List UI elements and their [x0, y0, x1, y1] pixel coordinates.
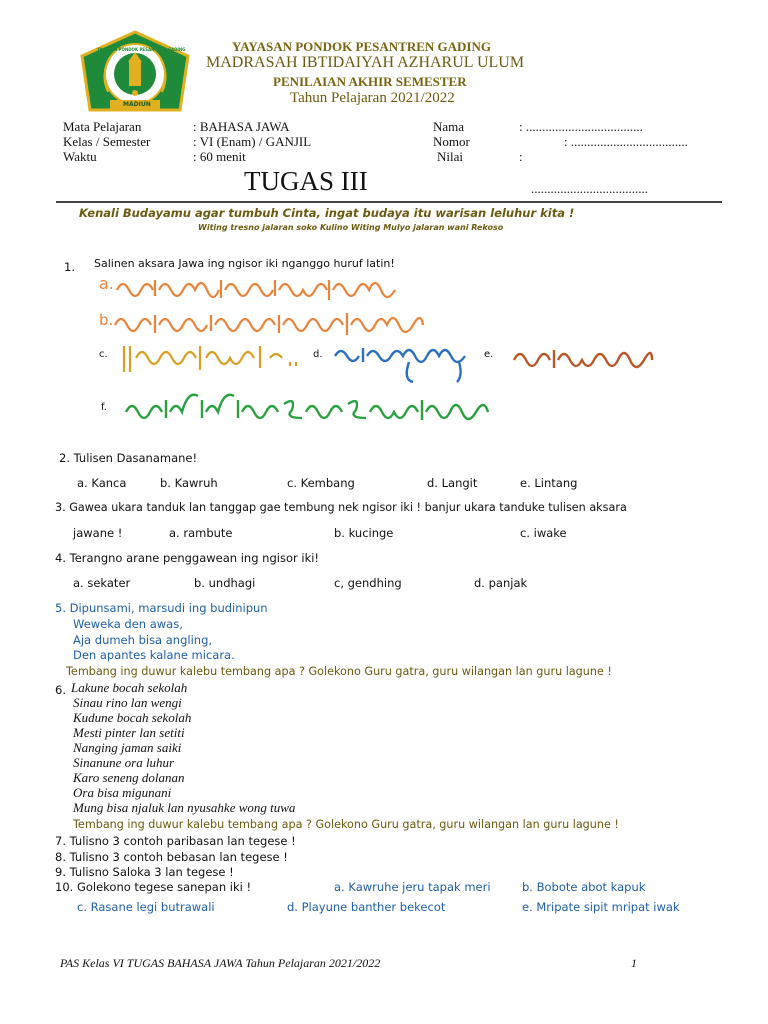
- q4-option-d: d. panjak: [474, 576, 528, 590]
- time-label: Waktu: [63, 149, 97, 164]
- q3-text: 3. Gawea ukara tanduk lan tanggap gae tembung nek ngisor iki ! banjur ukara tanduke tulisen aksara: [55, 501, 627, 514]
- q6-line-6: Sinanune ora luhur: [73, 755, 175, 770]
- footer-text: PAS Kelas VI TUGAS BAHASA JAWA Tahun Pelajaran 2021/2022: [60, 956, 381, 970]
- subject-value: : BAHASA JAWA: [193, 119, 290, 134]
- q10-option-c: c. Rasane legi butrawali: [77, 900, 215, 914]
- name-field[interactable]: : ....................................: [519, 119, 643, 134]
- q4-option-a: a. sekater: [73, 576, 131, 590]
- q5-line-4: Den apantes kalane micara.: [73, 648, 235, 662]
- q5-line-1: 5. Dipunsami, marsudi ing budinipun: [55, 601, 268, 615]
- q3-option-b: b. kucinge: [334, 526, 394, 540]
- exam-name: PENILAIAN AKHIR SEMESTER: [273, 74, 467, 89]
- javanese-script-c: [120, 340, 300, 374]
- q2-option-d: d. Langit: [427, 476, 478, 490]
- score-field[interactable]: ....................................: [531, 181, 648, 196]
- score-label: Nilai: [437, 149, 463, 164]
- header-divider: [56, 201, 722, 203]
- page-number: 1: [631, 956, 637, 970]
- javanese-script-d: [333, 340, 473, 386]
- q2-option-c: c. Kembang: [287, 476, 355, 490]
- q3-option-c: c. iwake: [520, 526, 567, 540]
- q2-option-b: b. Kawruh: [160, 476, 218, 490]
- school-logo: [80, 30, 190, 116]
- q4-option-b: b. undhagi: [194, 576, 256, 590]
- q9-text: 9. Tulisno Saloka 3 lan tegese !: [55, 865, 234, 879]
- q10-option-b: b. Bobote abot kapuk: [522, 880, 646, 894]
- q10-option-a: a. Kawruhe jeru tapak meri: [334, 880, 491, 894]
- q1-f-label: f.: [101, 402, 107, 413]
- q10-option-d: d. Playune banther bekecot: [287, 900, 446, 914]
- school-year: Tahun Pelajaran 2021/2022: [290, 90, 455, 106]
- q2-option-a: a. Kanca: [77, 476, 127, 490]
- class-label: Kelas / Semester: [63, 134, 151, 149]
- q3-text-cont: jawane !: [73, 526, 123, 540]
- name-label: Nama: [433, 119, 465, 134]
- q7-text: 7. Tulisno 3 contoh paribasan lan tegese !: [55, 834, 296, 848]
- q1-a-label: a.: [99, 274, 114, 293]
- q6-line-3: Kudune bocah sekolah: [73, 710, 192, 725]
- javanese-script-b: [113, 307, 425, 341]
- q2-text: 2. Tulisen Dasanamane!: [59, 451, 198, 465]
- q6-line-5: Nanging jaman saiki: [73, 740, 182, 755]
- submotto: Witing tresno jalaran soko Kulino Witing Mulyo jalaran wani Rekoso: [198, 223, 504, 232]
- q6-number: 6.: [55, 683, 66, 697]
- time-value: : 60 menit: [193, 149, 246, 164]
- page-title: TUGAS III: [244, 166, 368, 196]
- class-value: : VI (Enam) / GANJIL: [193, 134, 312, 149]
- foundation-name: YAYASAN PONDOK PESANTREN GADING: [232, 39, 491, 54]
- q3-option-a: a. rambute: [169, 526, 233, 540]
- q6-line-8: Ora bisa migunani: [73, 785, 172, 800]
- javanese-script-e: [512, 342, 654, 376]
- logo-top-text: YAYASAN PONDOK PESANTREN GADING: [97, 47, 186, 52]
- score-colon: :: [519, 149, 523, 164]
- q10-text: 10. Golekono tegese sanepan iki !: [55, 880, 252, 894]
- school-name: MADRASAH IBTIDAIYAH AZHARUL ULUM: [206, 54, 525, 71]
- q1-number: 1.: [64, 260, 75, 274]
- javanese-script-f: [124, 386, 492, 426]
- logo-bottom-text: MADIUN: [123, 101, 151, 108]
- q2-option-e: e. Lintang: [520, 476, 578, 490]
- q6-line-1: Lakune bocah sekolah: [71, 680, 188, 695]
- q1-b-label: b.: [99, 311, 114, 329]
- q5-question: Tembang ing duwur kalebu tembang apa ? Golekono Guru gatra, guru wilangan lan guru lagune !: [66, 665, 612, 678]
- number-field[interactable]: : ....................................: [564, 134, 688, 149]
- q4-text: 4. Terangno arane penggawean ing ngisor iki!: [55, 551, 320, 565]
- q5-line-3: Aja dumeh bisa angling,: [73, 633, 213, 647]
- q6-question: Tembang ing duwur kalebu tembang apa ? Golekono Guru gatra, guru wilangan lan guru lagune !: [73, 818, 619, 831]
- q1-c-label: c.: [99, 349, 108, 360]
- q10-option-e: e. Mripate sipit mripat iwak: [522, 900, 680, 914]
- q6-line-9: Mung bisa njaluk lan nyusahke wong tuwa: [73, 800, 296, 815]
- javanese-script-a: [115, 272, 405, 304]
- subject-label: Mata Pelajaran: [63, 119, 142, 134]
- q8-text: 8. Tulisno 3 contoh bebasan lan tegese !: [55, 850, 288, 864]
- number-label: Nomor: [433, 134, 470, 149]
- q6-line-4: Mesti pinter lan setiti: [73, 725, 185, 740]
- q1-text: Salinen aksara Jawa ing ngisor iki nganggo huruf latin!: [94, 257, 395, 270]
- q6-line-2: Sinau rino lan wengi: [73, 695, 182, 710]
- q1-d-label: d.: [313, 349, 323, 360]
- motto: Kenali Budayamu agar tumbuh Cinta, ingat budaya itu warisan leluhur kita !: [79, 206, 575, 220]
- q1-e-label: e.: [484, 349, 494, 360]
- q6-line-7: Karo seneng dolanan: [73, 770, 185, 785]
- q5-line-2: Weweka den awas,: [73, 617, 183, 631]
- q4-option-c: c, gendhing: [334, 576, 402, 590]
